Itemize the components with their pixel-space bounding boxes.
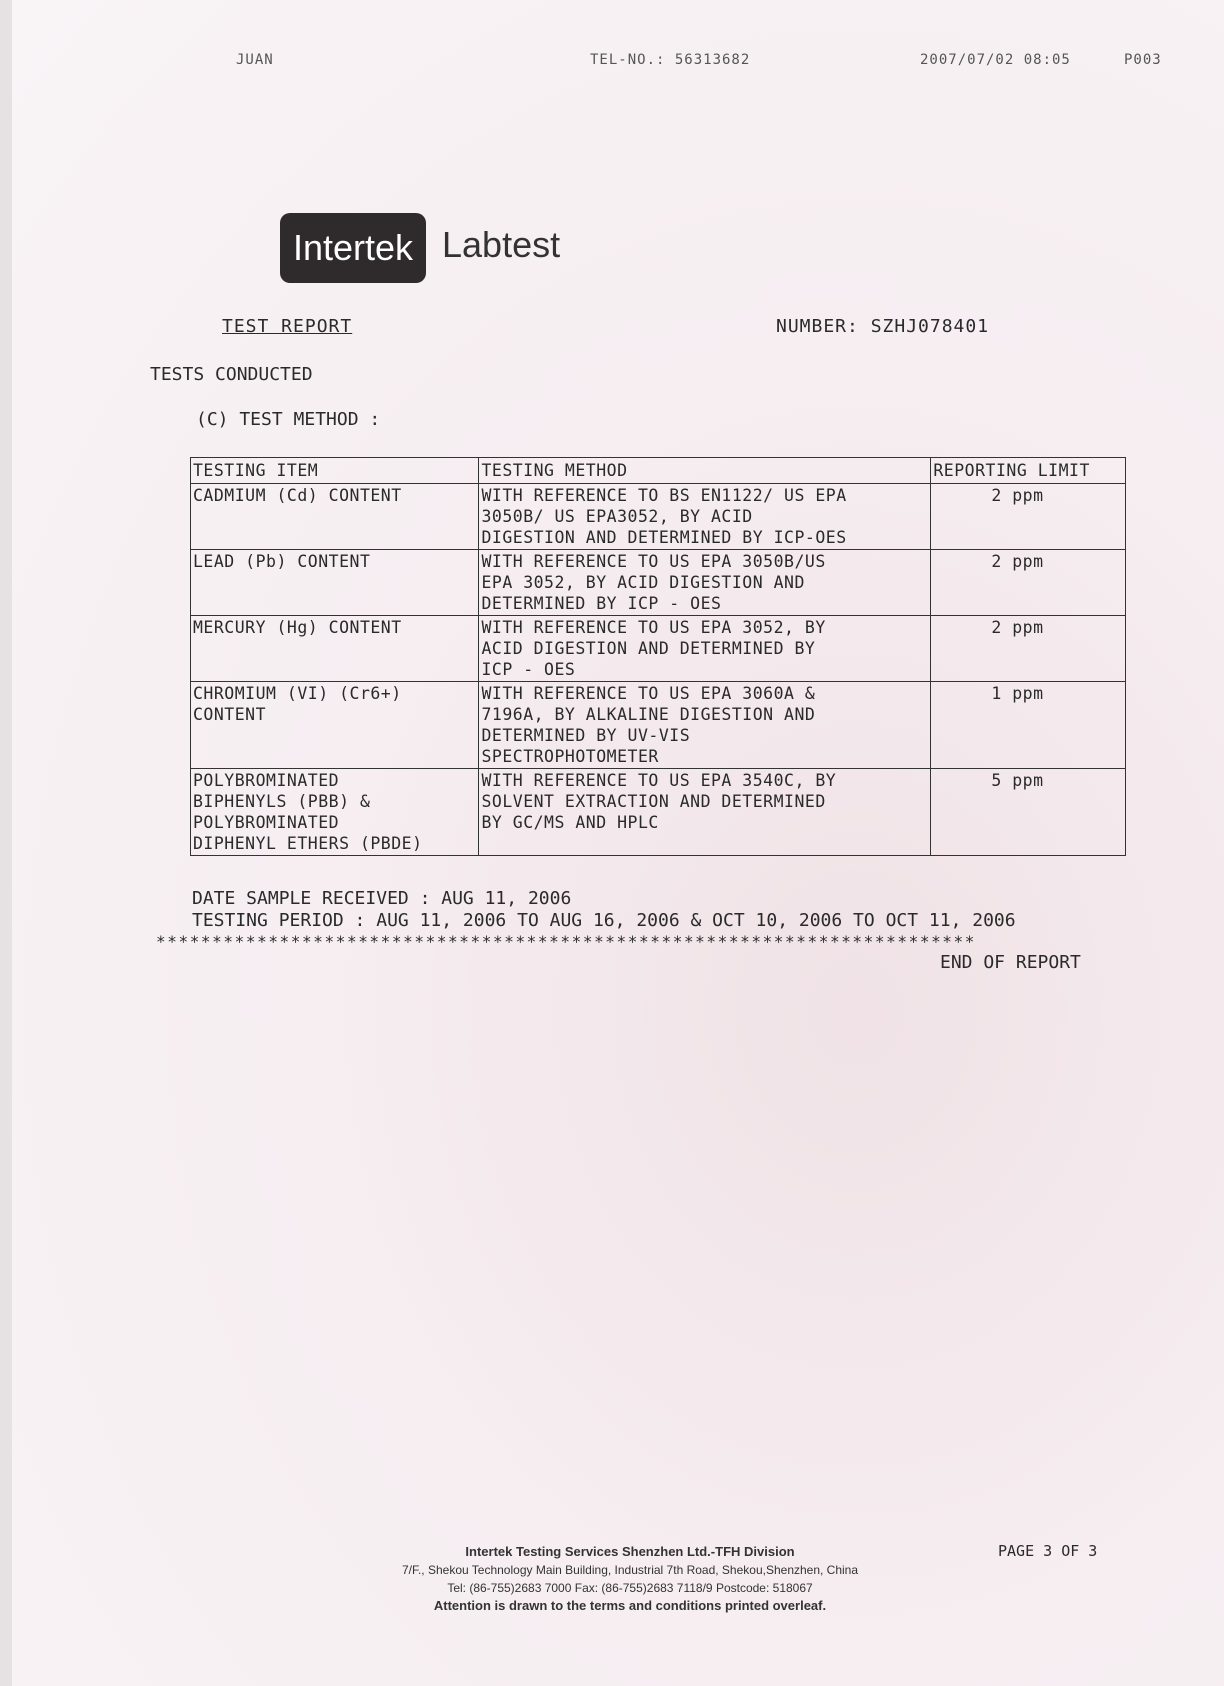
item-line: DIPHENYL ETHERS (PBDE) xyxy=(193,834,423,853)
item-line: CADMIUM (Cd) CONTENT xyxy=(193,486,402,505)
page-number: PAGE 3 OF 3 xyxy=(998,1542,1098,1560)
fax-page-code: P003 xyxy=(1124,52,1162,68)
method-line: BY GC/MS AND HPLC xyxy=(481,813,659,832)
footer-address: 7/F., Shekou Technology Main Building, Industrial 7th Road, Shekou,Shenzhen, China xyxy=(401,1563,859,1577)
cell-item xyxy=(191,682,479,769)
fax-datetime: 2007/07/02 08:05 xyxy=(920,52,1071,68)
cell-method xyxy=(479,682,931,769)
cell-item xyxy=(191,616,479,682)
cell-limit: 5 ppm xyxy=(931,769,1126,856)
item-line: BIPHENYLS (PBB) & xyxy=(193,792,371,811)
cell-method xyxy=(479,616,931,682)
cell-limit: 2 ppm xyxy=(931,550,1126,616)
date-block xyxy=(192,888,1016,932)
method-line: EPA 3052, BY ACID DIGESTION AND xyxy=(481,573,805,592)
method-line: DETERMINED BY UV-VIS xyxy=(481,726,691,745)
separator-line: ************************************************************************* xyxy=(156,932,976,951)
date-received: DATE SAMPLE RECEIVED : AUG 11, 2006 xyxy=(192,888,572,909)
table-row xyxy=(191,769,1126,856)
item-line: POLYBROMINATED xyxy=(193,813,340,832)
footer-attention: Attention is drawn to the terms and conditions printed overleaf. xyxy=(433,1598,827,1613)
cell-method xyxy=(479,550,931,616)
header-reporting-limit: REPORTING LIMIT xyxy=(931,458,1126,484)
method-line: 3050B/ US EPA3052, BY ACID xyxy=(481,507,753,526)
table-row xyxy=(191,616,1126,682)
table-header-row xyxy=(191,458,1126,484)
item-line: MERCURY (Hg) CONTENT xyxy=(193,618,402,637)
item-line: CONTENT xyxy=(193,705,267,724)
method-line: ACID DIGESTION AND DETERMINED BY xyxy=(481,639,816,658)
method-line: WITH REFERENCE TO US EPA 3052, BY xyxy=(481,618,826,637)
method-line: DETERMINED BY ICP - OES xyxy=(481,594,722,613)
fax-tel: TEL-NO.: 56313682 xyxy=(590,52,751,68)
item-line: LEAD (Pb) CONTENT xyxy=(193,552,371,571)
cell-limit: 1 ppm xyxy=(931,682,1126,769)
item-line: CHROMIUM (VI) (Cr6+) xyxy=(193,684,402,703)
table-row xyxy=(191,682,1126,769)
intertek-logo xyxy=(280,213,426,283)
method-line: SOLVENT EXTRACTION AND DETERMINED xyxy=(481,792,826,811)
method-line: WITH REFERENCE TO US EPA 3060A & xyxy=(481,684,816,703)
cell-item xyxy=(191,484,479,550)
footer xyxy=(360,1543,900,1615)
testing-period: TESTING PERIOD : AUG 11, 2006 TO AUG 16, 2006 & OCT 10, 2006 TO OCT 11, 2006 xyxy=(192,910,1016,931)
cell-method xyxy=(479,484,931,550)
method-line: DIGESTION AND DETERMINED BY ICP-OES xyxy=(481,528,847,547)
report-title: TEST REPORT xyxy=(222,316,353,337)
footer-company: Intertek Testing Services Shenzhen Ltd.-TFH Division xyxy=(465,1544,795,1559)
subsection-heading: (C) TEST METHOD : xyxy=(196,409,381,430)
results-table xyxy=(190,457,1126,856)
method-line: WITH REFERENCE TO US EPA 3540C, BY xyxy=(481,771,837,790)
table-row xyxy=(191,484,1126,550)
logo-brand: Intertek xyxy=(292,227,414,268)
table-row xyxy=(191,550,1126,616)
method-line: SPECTROPHOTOMETER xyxy=(481,747,659,766)
item-line: POLYBROMINATED xyxy=(193,771,340,790)
report-number: NUMBER: SZHJ078401 xyxy=(776,316,990,337)
header-testing-item: TESTING ITEM xyxy=(191,458,479,484)
section-heading: TESTS CONDUCTED xyxy=(150,364,313,385)
fax-sender: JUAN xyxy=(236,52,274,68)
method-line: WITH REFERENCE TO BS EN1122/ US EPA xyxy=(481,486,847,505)
method-line: ICP - OES xyxy=(481,660,576,679)
cell-method xyxy=(479,769,931,856)
method-line: 7196A, BY ALKALINE DIGESTION AND xyxy=(481,705,816,724)
cell-limit: 2 ppm xyxy=(931,484,1126,550)
cell-item xyxy=(191,769,479,856)
header-testing-method: TESTING METHOD xyxy=(479,458,931,484)
footer-contact: Tel: (86-755)2683 7000 Fax: (86-755)2683 7118/9 Postcode: 518067 xyxy=(447,1581,813,1595)
cell-limit: 2 ppm xyxy=(931,616,1126,682)
end-of-report: END OF REPORT xyxy=(940,952,1081,973)
cell-item xyxy=(191,550,479,616)
method-line: WITH REFERENCE TO US EPA 3050B/US xyxy=(481,552,826,571)
scan-edge xyxy=(0,0,12,1686)
logo-sub: Labtest xyxy=(442,224,561,265)
